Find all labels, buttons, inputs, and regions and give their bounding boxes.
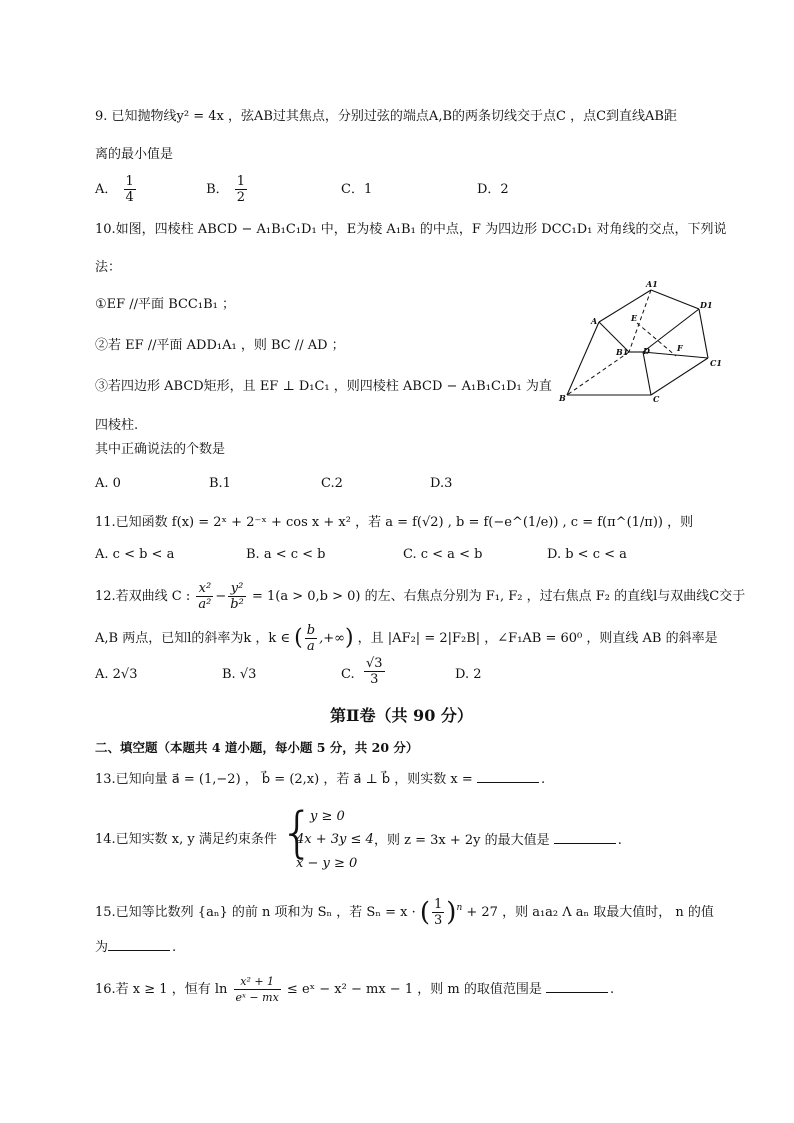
q14-brace: { xyxy=(280,801,315,864)
label-b: B xyxy=(559,393,566,403)
q14-answer-blank[interactable] xyxy=(554,831,616,844)
q10-line2: 法： xyxy=(95,260,122,275)
edge-a1-d1 xyxy=(651,290,699,309)
q16: 16.若 x ≥ 1 ，恒有 ln $\frac{\text{x² + 1}}{\text{eˣ − mx}}$ ≤ eˣ − x² − mx − 1 ，则 m 的取值范围是 . xyxy=(95,975,615,1004)
label-d1: D1 xyxy=(700,300,713,310)
label-c1: C1 xyxy=(710,358,722,368)
q12-line2: A,B 两点，已知l的斜率为k ，k ∈ ( $\frac{b}{a}$ ,+∞) ，且 |AF₂| = 2|F₂B| ，∠F₁AB = 60⁰ ，则直线 AB 的斜率是 xyxy=(95,623,718,654)
section-title: 第Ⅱ卷（共 90 分） xyxy=(330,706,473,725)
q9-option-b: B． xyxy=(206,182,229,197)
q12-option-b: B. √3 xyxy=(222,667,257,682)
label-d: D xyxy=(643,346,650,356)
label-a: A xyxy=(591,316,598,326)
q10-statement-3: ③若四边形 ABCD矩形，且 EF ⊥ D₁C₁ ，则四棱柱 ABCD − A₁B₁C₁D₁ 为直 xyxy=(95,379,552,394)
q13-text: 13.已知向量 a⃗ = (1,−2) ， b⃗ = (2,x) ，若 a⃗ ⊥ b⃗ ，则实数 x = xyxy=(95,772,473,787)
q11-option-a: A. c < b < a xyxy=(95,547,175,562)
q12-line2-rest: ，且 |AF₂| = 2|F₂B| ，∠F₁AB = 60⁰ ，则直线 AB 的斜率是 xyxy=(357,631,718,646)
q10-statement-1: ①EF //平面 BCC₁B₁ ； xyxy=(95,297,235,312)
prism-figure xyxy=(555,278,735,408)
label-f: F xyxy=(677,343,683,353)
q11-line1: 11.已知函数 f(x) = 2ˣ + 2⁻ˣ + cos x + x² ，若 a = f(√2) , b = f(−e^(1/e)) , c = f(π^(1/π)) ，则 xyxy=(95,515,694,530)
q9-option-c: C．1 xyxy=(341,182,373,197)
q9-option-a: A． xyxy=(95,182,118,197)
q15-line1: 15.已知等比数列 {aₙ} 的前 n 项和为 Sₙ ，若 Sₙ = x · ( $\frac{1}{3}$ )$^n$ + 27 ，则 a₁a₂ Λ aₙ 取最大值时， n 的值 xyxy=(95,897,714,928)
q14-constraint-2: 4x + 3y ≤ 4 xyxy=(296,832,374,847)
q10-line1: 10.如图，四棱柱 ABCD − A₁B₁C₁D₁ 中，E为棱 A₁B₁ 的中点，F 为四边形 DCC₁D₁ 对角线的交点，下列说 xyxy=(95,222,727,237)
q14-constraint-3: x − y ≥ 0 xyxy=(296,856,358,871)
q9-line2: 离的最小值是 xyxy=(95,147,174,162)
q14-post: ，则 z = 3x + 2y 的最大值是 . xyxy=(374,833,622,848)
q9-line1: 9. 已知抛物线y² = 4x ，弦AB过其焦点，分别过弦的端点A,B的两条切线交于点C ，点C到直线AB距 xyxy=(95,109,677,124)
q9-options xyxy=(95,174,249,205)
q10-question: 其中正确说法的个数是 xyxy=(95,442,226,457)
q12-option-a: A. 2√3 xyxy=(95,667,138,682)
q10-option-a: A. 0 xyxy=(95,476,121,491)
q9-option-a-value: $\frac{1}{4}$ xyxy=(125,174,134,205)
label-c: C xyxy=(653,394,660,404)
q10-option-b: B.1 xyxy=(209,476,231,491)
q11-option-c: C. c < a < b xyxy=(403,547,483,562)
q12-line1: 12.若双曲线 C : $\frac{\text{x²}}{\text{a²}}$ − $\frac{\text{y²}}{\text{b²}}$ = 1(a > 0,b > 0) 的左、右焦点分别为 F₁, F₂ ，过右焦点 F₂ 的直线l与双曲线C交于 xyxy=(95,581,746,612)
edge-c1-c xyxy=(651,358,708,395)
q10-option-d: D.3 xyxy=(430,476,453,491)
edge-d1-d xyxy=(643,309,699,352)
q10-statement-3-cont: 四棱柱. xyxy=(95,418,139,433)
q14-pre: 14.已知实数 x, y 满足约束条件 xyxy=(95,832,277,847)
q13: 13.已知向量 a⃗ = (1,−2) ， b⃗ = (2,x) ，若 a⃗ ⊥ b⃗ ，则实数 x = . xyxy=(95,772,546,787)
q12-line1-rest: = 1(a > 0,b > 0) 的左、右焦点分别为 F₁, F₂ ，过右焦点 F₂ 的直线l与双曲线C交于 xyxy=(251,589,746,604)
q9-option-d: D．2 xyxy=(477,182,509,197)
q12-option-c: C. xyxy=(341,667,355,682)
q12-line2-pre: A,B 两点，已知l的斜率为k ，k ∈ xyxy=(95,631,291,646)
q10-option-c: C.2 xyxy=(321,476,343,491)
q13-answer-blank[interactable] xyxy=(477,770,539,783)
q15-line2: 为 . xyxy=(95,940,177,955)
label-e: E xyxy=(631,313,638,323)
q15-answer-blank[interactable] xyxy=(108,938,170,951)
q10-statement-2: ②若 EF //平面 ADD₁A₁ ，则 BC // AD ； xyxy=(95,338,345,353)
edge-a1-a xyxy=(599,290,651,322)
edge-d1-c1 xyxy=(699,309,708,358)
section-subtitle: 二、填空题（本题共 4 道小题，每小题 5 分，共 20 分） xyxy=(95,740,419,755)
q12-option-d: D. 2 xyxy=(455,667,482,682)
q16-answer-blank[interactable] xyxy=(546,980,608,993)
edge-d-c xyxy=(643,352,651,395)
q11-option-d: D. b < c < a xyxy=(547,547,627,562)
q9-option-b-value: $\frac{1}{2}$ xyxy=(236,174,246,205)
q12-option-c-value: $\frac{√3}{3}$ xyxy=(366,656,383,687)
q11-option-b: B. a < c < b xyxy=(246,547,326,562)
label-a1: A1 xyxy=(646,279,658,289)
q12-pre: 12.若双曲线 C : xyxy=(95,589,191,604)
label-b1: B1 xyxy=(616,347,629,357)
q14-constraint-1: y ≥ 0 xyxy=(310,809,345,824)
